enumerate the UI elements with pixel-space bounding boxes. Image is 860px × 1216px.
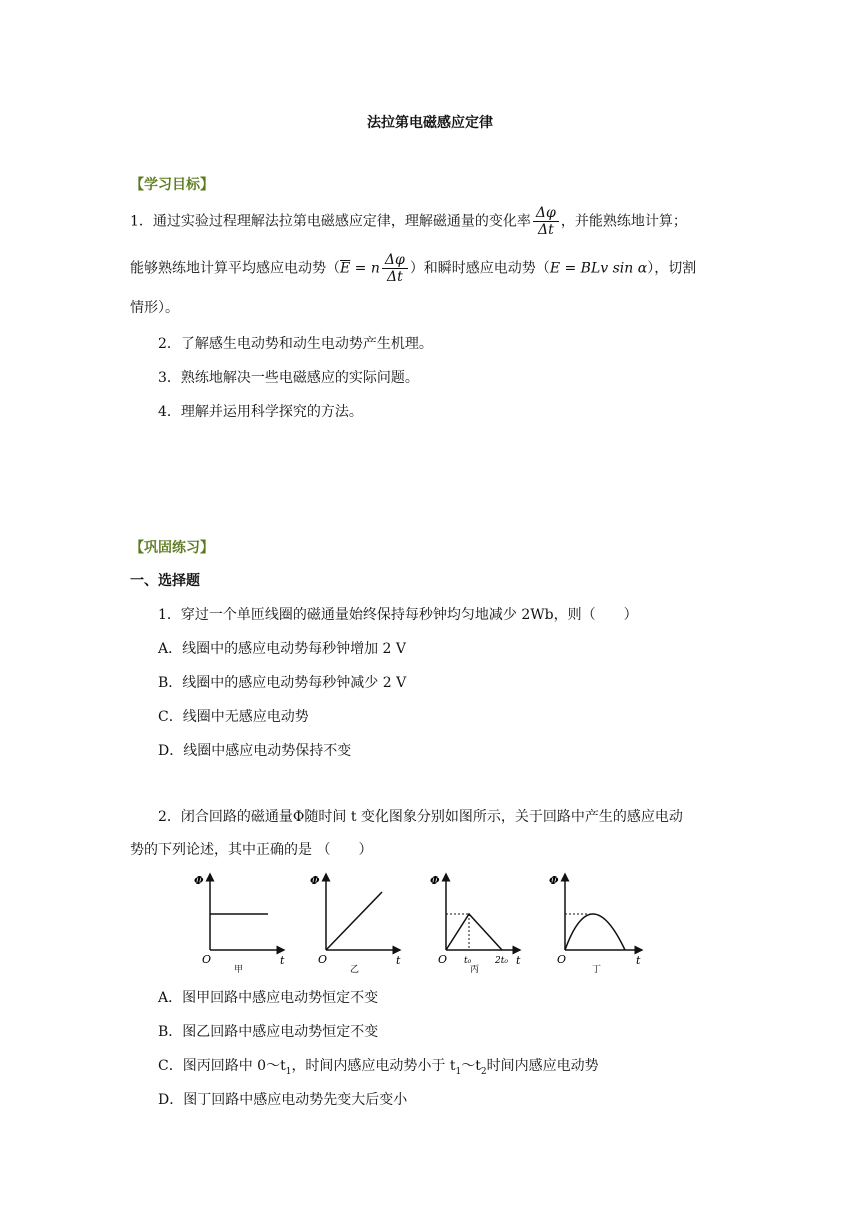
instant-emf-formula: E = BLv sin α	[549, 260, 648, 277]
objectives-heading: 【学习目标】	[130, 177, 214, 193]
graph-bing-phi-label: Φ	[430, 874, 440, 887]
graph-bing-caption: 丙	[470, 965, 480, 975]
question-1-stem: 1．穿过一个单匝线圈的磁通量始终保持每秒钟均匀地减少 2Wb，则（ ）	[158, 607, 638, 623]
question-2-stem-line1: 2．闭合回路的磁通量Φ随时间 t 变化图象分别如图所示，关于回路中产生的感应电动	[158, 809, 683, 825]
graph-jia-origin: O	[202, 953, 212, 966]
objective-3: 3．熟练地解决一些电磁感应的实际问题。	[158, 370, 419, 386]
option-c-text-a: C．图丙回路中 0～t	[158, 1058, 286, 1074]
graph-bing-origin: O	[438, 953, 448, 966]
option-c-text-b: ，时间内感应电动势小于 t	[291, 1058, 456, 1074]
objective-1-text-b: ，并能熟练地计算；	[560, 213, 687, 230]
option-c-sub-1: 1	[285, 1066, 292, 1077]
graph-ding-origin: O	[557, 953, 567, 966]
objective-1-line1	[130, 205, 687, 238]
objective-4: 4．理解并运用科学探究的方法。	[158, 404, 363, 420]
objective-1-text-e: ），切割	[647, 260, 697, 277]
fraction-numerator: Δφ	[533, 205, 559, 222]
avg-emf-fraction	[382, 252, 408, 285]
graph-jia-phi-label: Φ	[194, 874, 204, 887]
graph-yi-curve	[326, 892, 382, 950]
fraction-denominator: Δt	[386, 269, 403, 285]
avg-emf-symbol: $\overline{E}$	[340, 260, 351, 277]
graph-jia-t-label: t	[280, 954, 285, 967]
fraction-denominator: Δt	[537, 222, 554, 238]
question-2-option-b: B．图乙回路中感应电动势恒定不变	[158, 1024, 379, 1040]
objective-1-line2	[130, 252, 696, 285]
question-2-stem-line2: 势的下列论述，其中正确的是 （ ）	[130, 842, 373, 858]
graph-bing-2t0: 2t₀	[495, 956, 508, 966]
graph-bing-curve	[446, 914, 502, 950]
graph-jia-caption: 甲	[234, 965, 244, 975]
flux-time-graphs	[190, 868, 660, 978]
choice-section-heading: 一、选择题	[130, 573, 200, 589]
fraction-numerator: Δφ	[382, 252, 408, 269]
option-c-sub-3: 2	[480, 1066, 487, 1077]
flux-rate-fraction	[533, 205, 559, 238]
question-1-option-d: D．线圈中感应电动势保持不变	[158, 743, 352, 759]
graph-yi-caption: 乙	[350, 965, 360, 975]
graph-yi-t-label: t	[396, 954, 401, 967]
graph-yi-phi-label: Φ	[310, 874, 320, 887]
question-1-option-a: A．线圈中的感应电动势每秒钟增加 2 V	[158, 641, 407, 657]
question-1-option-b: B．线圈中的感应电动势每秒钟减少 2 V	[158, 675, 407, 691]
option-c-text-c: ～t	[461, 1058, 481, 1074]
objective-1-text-a: 1．通过实验过程理解法拉第电磁感应定律，理解磁通量的变化率	[130, 213, 531, 230]
graph-ding-phi-label: Φ	[549, 874, 559, 887]
objective-1-text-c: 能够熟练地计算平均感应电动势（	[130, 260, 340, 277]
page-title: 法拉第电磁感应定律	[367, 115, 493, 131]
option-c-text-d: 时间内感应电动势	[486, 1058, 599, 1074]
question-2-option-d: D．图丁回路中感应电动势先变大后变小	[158, 1092, 408, 1108]
question-2-option-c	[158, 1055, 599, 1077]
graph-ding	[549, 874, 642, 975]
question-2-option-a: A．图甲回路中感应电动势恒定不变	[158, 990, 379, 1006]
graph-bing-t-label: t	[516, 954, 521, 967]
graph-ding-caption: 丁	[592, 965, 602, 975]
avg-emf-mid: = n	[350, 260, 380, 277]
graph-bing	[430, 874, 521, 975]
question-1-option-c: C．线圈中无感应电动势	[158, 709, 309, 725]
graph-jia	[194, 874, 285, 975]
option-c-sub-2: 1	[455, 1066, 462, 1077]
graph-ding-t-label: t	[636, 954, 641, 967]
objective-1-text-d: ）和瞬时感应电动势（	[409, 260, 550, 277]
graph-yi	[310, 874, 401, 975]
graph-bing-t0: t₀	[464, 956, 472, 966]
graph-ding-curve	[565, 914, 625, 950]
objective-1-line3: 情形）。	[130, 300, 179, 316]
objective-2: 2．了解感生电动势和动生电动势产生机理。	[158, 336, 433, 352]
graph-yi-origin: O	[318, 953, 328, 966]
practice-heading: 【巩固练习】	[130, 540, 214, 556]
